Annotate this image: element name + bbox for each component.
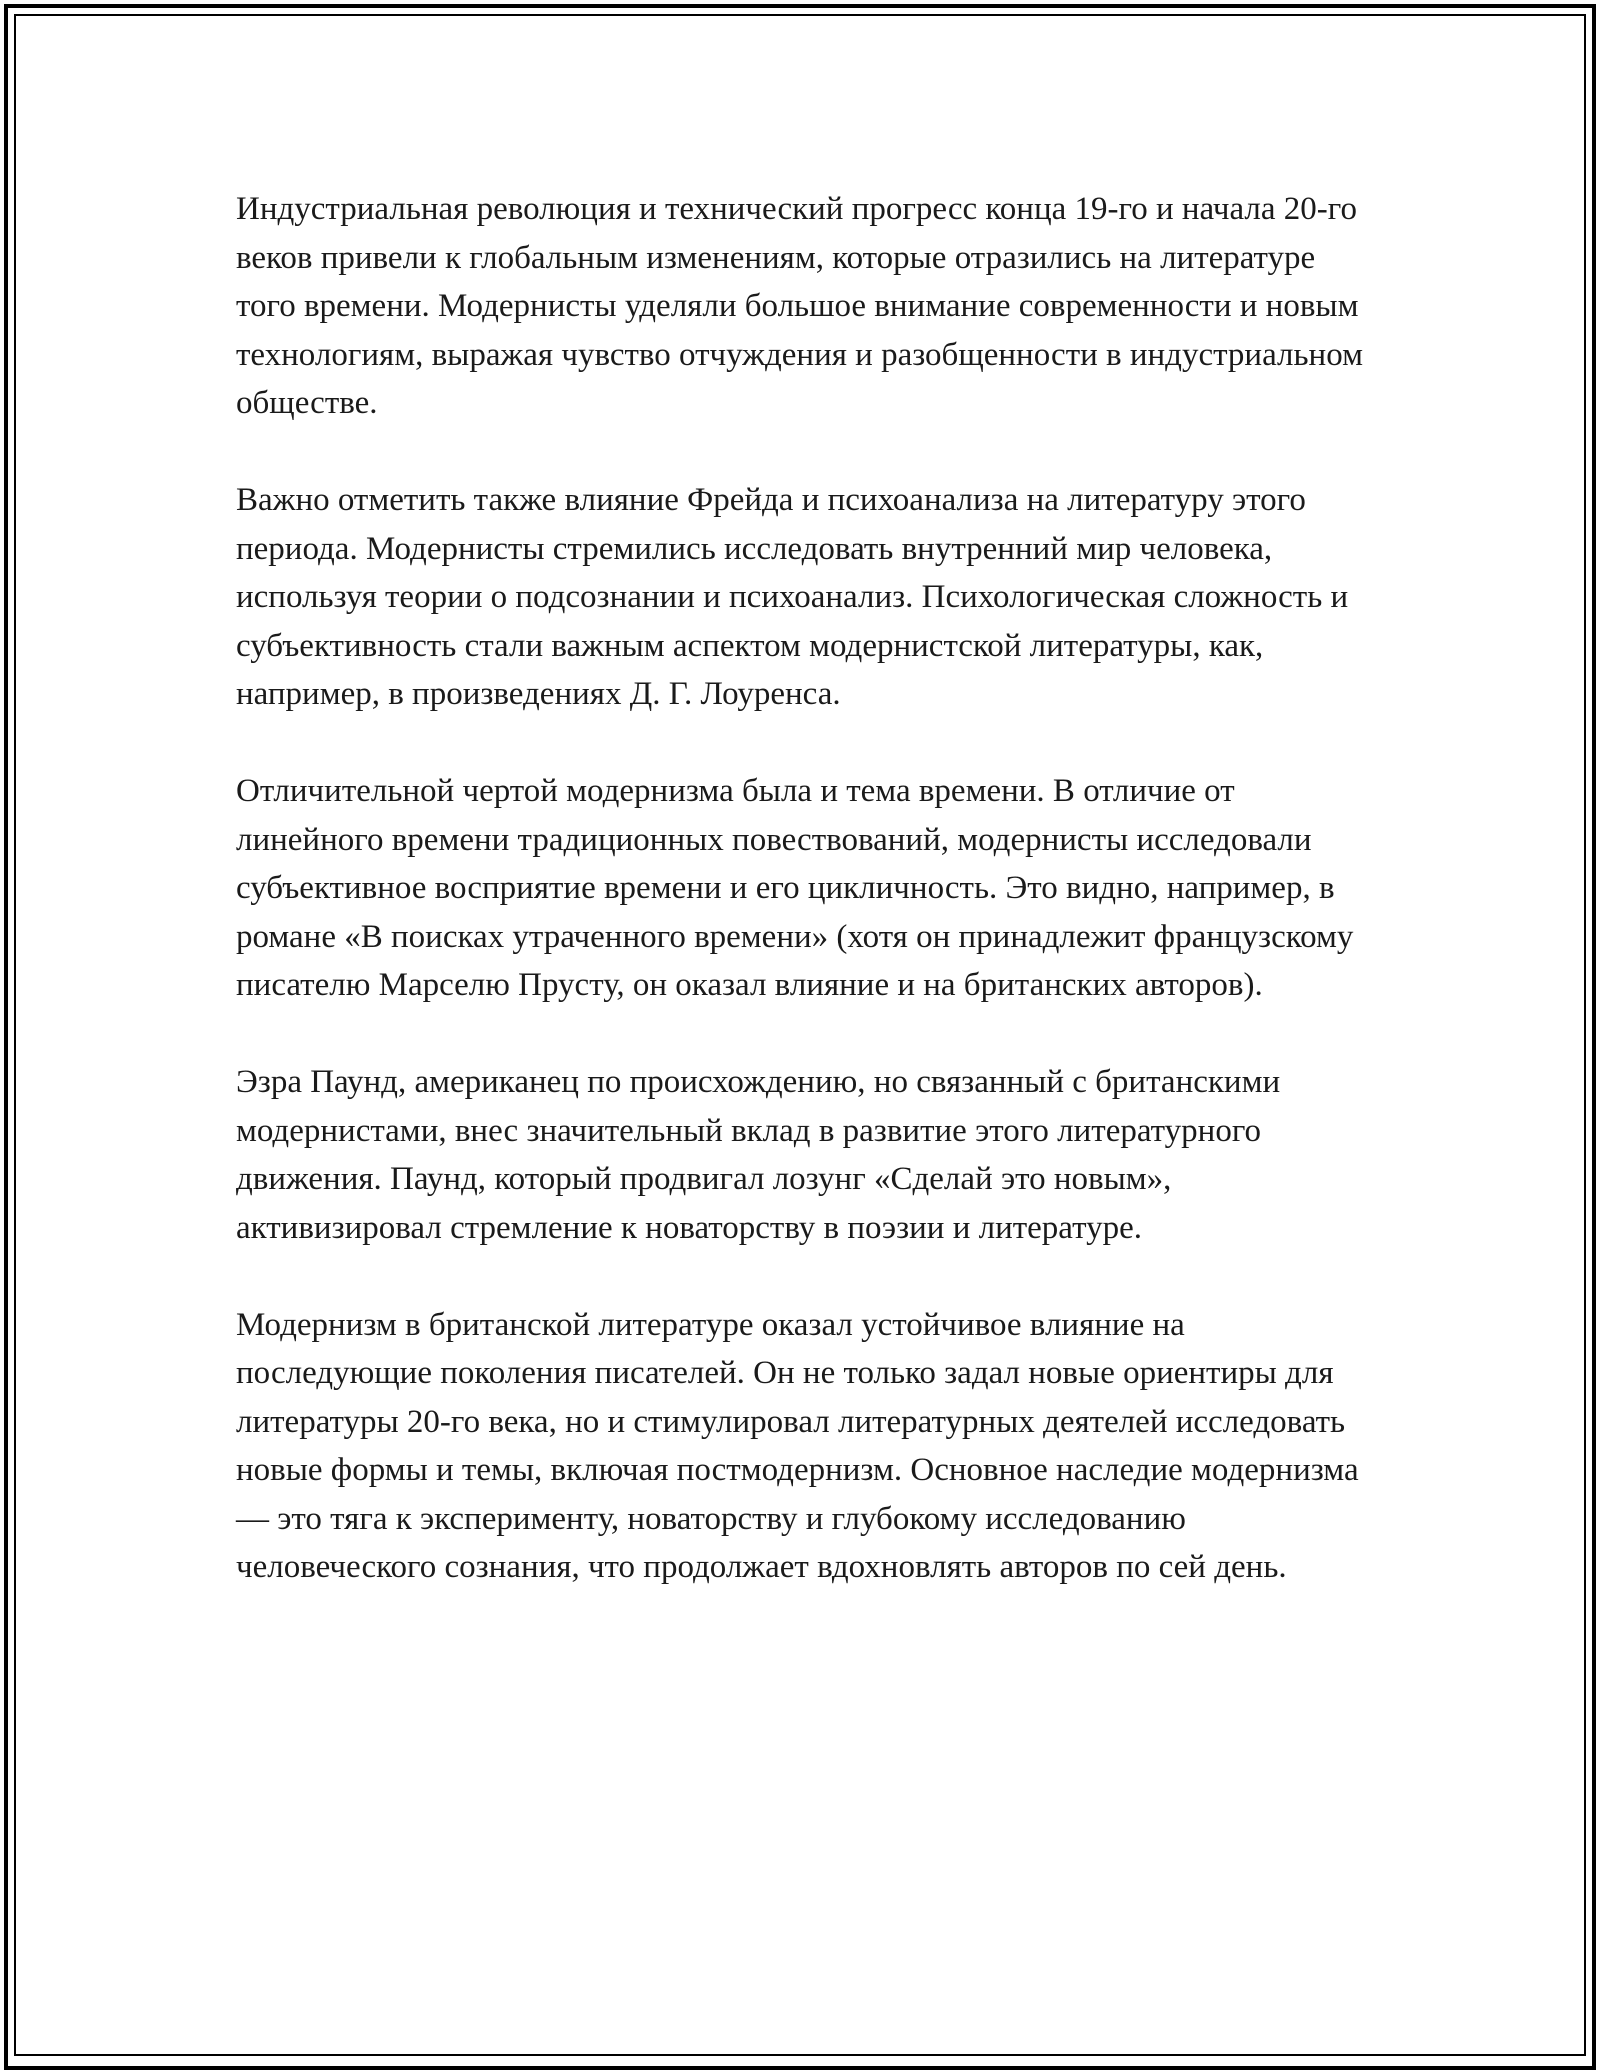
paragraph-ezra-pound: Эзра Паунд, американец по происхождению, но связанный с британскими модернистами, внес значительный вклад в развитие этого литературного движения. Паунд, который продвигал лозунг «Сделай это новым», активизировал стремление к новаторству в поэзии и литературе. xyxy=(236,1064,1281,1246)
paragraph-theme-of-time: Отличительной чертой модернизма была и тема времени. В отличие от линейного времени традиционных повествований, модернисты исследовали субъективное восприятие времени и его цикличность. Это видно, например, в романе «В поисках утраченного времени» (хотя он принадлежит французскому писателю Марселю Прусту, он оказал влияние и на британских авторов). xyxy=(236,773,1354,1003)
paragraph-industrial-revolution: Индустриальная революция и технический прогресс конца 19-го и начала 20-го веков привели к глобальным изменениям, которые отразились на литературе того времени. Модернисты уделяли большое внимание современности и новым технологиям, выражая чувство отчуждения и разобщенности в индустриальном обществе. xyxy=(236,191,1363,421)
paragraph-modernism-legacy: Модернизм в британской литературе оказал устойчивое влияние на последующие поколения писателей. Он не только задал новые ориентиры для литературы 20-го века, но и стимулировал литературных деятелей исследовать новые формы и темы, включая постмодернизм. Основное наследие модернизма — это тяга к эксперименту, новаторству и глубокому исследованию человеческого сознания, что продолжает вдохновлять авторов по сей день. xyxy=(236,1306,1359,1585)
document-body xyxy=(236,185,1366,1592)
paragraph-freud-psychoanalysis: Важно отметить также влияние Фрейда и психоанализа на литературу этого периода. Модернисты стремились исследовать внутренний мир человека, используя теории о подсознании и психоанализ. Психологическая сложность и субъективность стали важным аспектом модернистской литературы, как, например, в произведениях Д. Г. Лоуренса. xyxy=(236,482,1349,712)
